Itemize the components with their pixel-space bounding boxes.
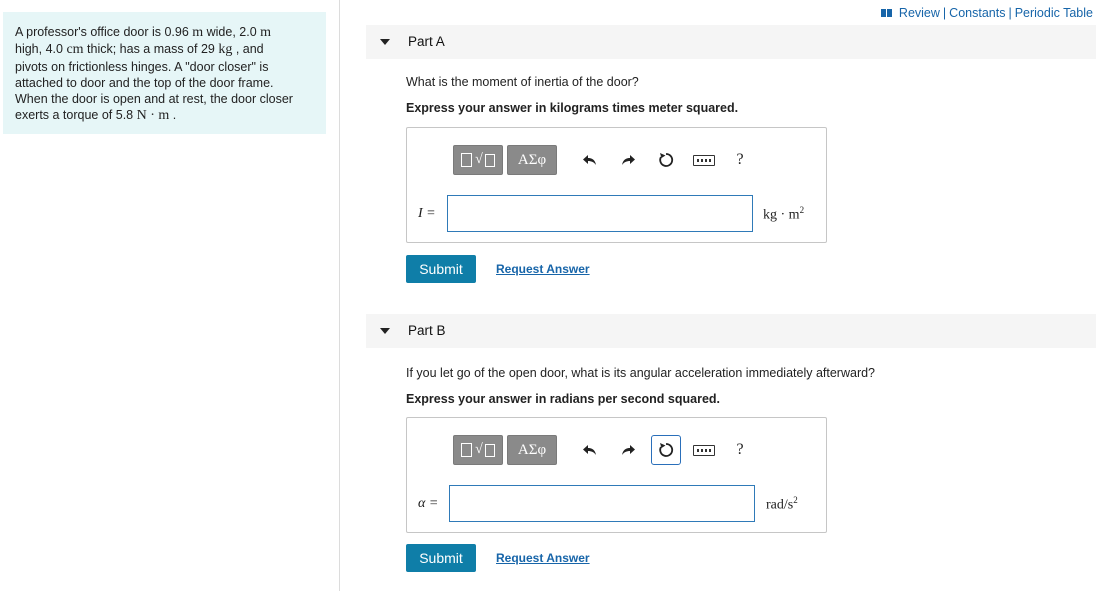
part-a-title: Part A xyxy=(408,34,445,49)
answer-input[interactable] xyxy=(447,195,753,232)
periodic-table-link[interactable]: Periodic Table xyxy=(1014,6,1093,20)
greek-symbols-button[interactable]: ΑΣφ xyxy=(507,435,557,465)
redo-icon[interactable] xyxy=(613,435,643,465)
part-b-question: If you let go of the open door, what is its angular acceleration immediately afterward? xyxy=(406,366,876,380)
part-a-question: What is the moment of inertia of the door? xyxy=(406,75,639,89)
math-toolbar xyxy=(453,434,755,466)
collapse-triangle-icon[interactable] xyxy=(380,328,390,334)
submit-button[interactable]: Submit xyxy=(406,544,476,572)
unit-label: rad/$s^2$ xyxy=(766,495,798,513)
part-a-answer-box xyxy=(406,127,827,243)
template-box-icon xyxy=(485,444,495,457)
greek-symbols-button[interactable]: ΑΣφ xyxy=(507,145,557,175)
template-box-icon xyxy=(461,443,472,457)
undo-icon[interactable] xyxy=(575,145,605,175)
request-answer-link[interactable]: Request Answer xyxy=(496,262,590,276)
top-links xyxy=(881,6,1093,20)
left-column xyxy=(0,0,340,591)
constants-link[interactable]: Constants xyxy=(949,6,1006,20)
redo-icon[interactable] xyxy=(613,145,643,175)
submit-button[interactable]: Submit xyxy=(406,255,476,283)
book-icon xyxy=(881,9,892,17)
part-b-header[interactable] xyxy=(366,314,1096,348)
request-answer-link[interactable]: Request Answer xyxy=(496,551,590,565)
keyboard-icon[interactable] xyxy=(689,145,719,175)
templates-button[interactable] xyxy=(453,435,503,465)
answer-input[interactable] xyxy=(449,485,755,522)
radical-icon: √ xyxy=(475,442,483,457)
part-b-answer-box xyxy=(406,417,827,533)
radical-icon: √ xyxy=(475,152,483,167)
part-a-header[interactable] xyxy=(366,25,1096,59)
template-box-icon xyxy=(485,154,495,167)
reset-icon[interactable] xyxy=(651,435,681,465)
answer-label: I = xyxy=(418,206,436,221)
collapse-triangle-icon[interactable] xyxy=(380,39,390,45)
link-separator: | xyxy=(942,6,947,20)
keyboard-icon[interactable] xyxy=(689,435,719,465)
problem-statement: A professor's office door is 0.96 m wide, 2.0 m high, 4.0 cm thick; has a mass of 29 kg , and pivots on frictionless hinges. A "door closer" is attached to door and the top of the door frame. When the door is open and at rest, the door closer exerts a torque of 5.8 N · m . xyxy=(3,12,326,134)
help-icon[interactable]: ? xyxy=(736,441,744,458)
link-separator: | xyxy=(1008,6,1012,20)
part-b-instruction: Express your answer in radians per second squared. xyxy=(406,392,721,406)
unit-label: kg · $m^2$ xyxy=(763,205,805,223)
review-link[interactable]: Review xyxy=(898,6,940,20)
reset-icon[interactable] xyxy=(651,145,681,175)
template-box-icon xyxy=(461,153,472,167)
templates-button[interactable] xyxy=(453,145,503,175)
help-icon[interactable]: ? xyxy=(736,151,744,168)
part-b-title: Part B xyxy=(408,323,446,338)
answer-label: α = xyxy=(418,496,439,511)
undo-icon[interactable] xyxy=(575,435,605,465)
math-toolbar xyxy=(453,144,755,176)
part-a-instruction: Express your answer in kilograms times meter squared. xyxy=(406,101,739,115)
